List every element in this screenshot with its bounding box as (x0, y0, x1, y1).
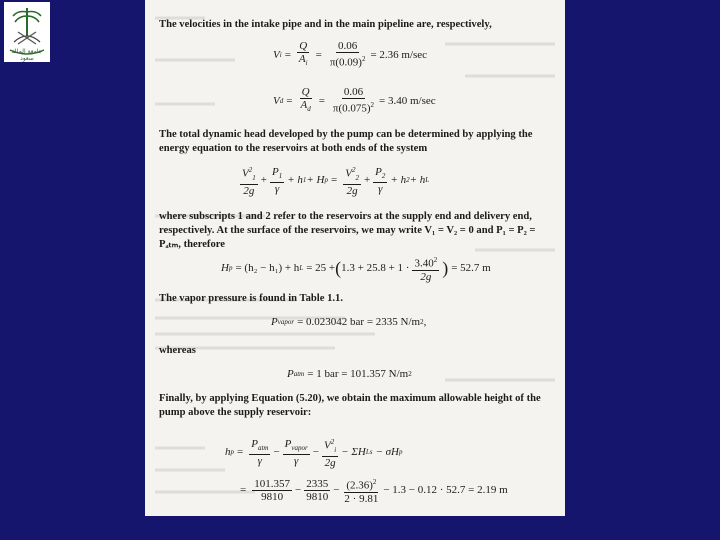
vd-den-pi: π(0.075) (332, 102, 371, 115)
minus-sign: − (294, 484, 302, 497)
final-f3-den: 2g (324, 456, 336, 469)
patm-sub: atm (293, 370, 305, 378)
pvapor-sub: vapor (277, 318, 295, 326)
vd-den-a: A (300, 99, 308, 111)
energy-p2-sub: 2 (381, 172, 386, 181)
final-f2 (283, 438, 310, 467)
energy-v2-num (343, 164, 361, 185)
whereas-text: whereas (159, 345, 196, 356)
plus-sign: + (260, 174, 267, 187)
equals-sign: = (240, 484, 247, 497)
patm-sup: 2 (408, 370, 412, 378)
final-n3-sub: i (334, 445, 337, 454)
final-n3-sup: 2 (330, 438, 335, 446)
left-paren: ( (335, 258, 342, 279)
equals-sign: = (286, 94, 293, 107)
energy-v2-frac (343, 164, 361, 197)
patm-value: = 1 bar = 101.357 N/m (307, 368, 409, 380)
final-lhs: h (225, 446, 231, 459)
vi-sub: i (279, 50, 282, 59)
final-num-f3 (342, 476, 380, 505)
pvapor-symbol: P (271, 316, 278, 328)
vi-den-pi: π(0.09) (329, 56, 362, 69)
vi-den-a-sub: i (305, 59, 308, 68)
equals-sign: = (318, 94, 325, 107)
vi-frac-1-den (297, 53, 310, 69)
pvapor-sup: 2 (420, 318, 424, 326)
vapor-paragraph: The vapor pressure is found in Table 1.1. (159, 293, 343, 304)
hp-frac-num-sup: 2 (433, 256, 438, 264)
final-numeric-equation (237, 476, 508, 505)
energy-v1-num (240, 164, 258, 185)
energy-v2-sub: 2 (355, 173, 359, 182)
final-num-f3-sup: 2 (372, 478, 377, 486)
minus-sign: − (312, 446, 319, 459)
final-num-f1-den: 9810 (261, 490, 284, 503)
energy-p2-den: γ (378, 183, 383, 196)
equals-sign: = (237, 446, 244, 459)
final-num-f2-num: 2335 (306, 477, 329, 490)
final-num-f3-den: 2 · 9.81 (344, 492, 379, 505)
vd-den-sup: 2 (370, 101, 375, 110)
final-f2-den: γ (294, 455, 299, 468)
energy-v1-frac (240, 164, 258, 197)
energy-p1-den: γ (274, 183, 280, 196)
subscripts-paragraph: where subscripts 1 and 2 refer to the reservoirs at the supply end and delivery end, respectively. At the surface of the reservoirs, we may write V₁ = V₂ = 0 and P₁ = P₂ = Pₐₜₘ, therefore (159, 211, 536, 250)
final-num-f3-num (344, 476, 378, 493)
hp-equation (221, 254, 491, 283)
energy-p1-num (270, 166, 284, 183)
vi-den-sup: 2 (361, 55, 366, 64)
final-n2: P (284, 437, 292, 450)
vd-frac-1-num: Q (301, 86, 310, 98)
equals-sign: = (284, 48, 291, 61)
energy-h1: + h (287, 174, 303, 187)
vd-frac-2-den (331, 99, 376, 115)
energy-h2-sub: 2 (406, 176, 410, 185)
energy-hl: + h (409, 174, 426, 187)
final-f1-num (249, 438, 270, 455)
energy-v1-sup: 2 (248, 166, 253, 174)
hp-inner: 1.3 + 25.8 + 1 · (341, 262, 410, 275)
final-symbolic-equation (225, 436, 402, 469)
energy-paragraph: The total dynamic head developed by the pump can be determined by applying the energy equation to the reservoirs at both ends of the system (159, 129, 533, 154)
vd-sub: d (279, 96, 284, 105)
final-num-f1-num: 101.357 (254, 477, 290, 490)
vd-frac-2 (331, 86, 376, 115)
minus-sign: − (333, 484, 340, 497)
energy-h2: + h (390, 174, 407, 187)
vi-symbol: V (273, 48, 280, 61)
hp-frac-den: 2g (420, 270, 432, 283)
hp-frac (412, 254, 439, 283)
university-logo (4, 2, 50, 62)
textbook-page (145, 0, 565, 516)
final-num-f1 (252, 478, 292, 503)
vd-result: = 3.40 m/sec (379, 94, 436, 107)
final-f3 (322, 436, 338, 469)
energy-v1: V (242, 167, 249, 180)
final-tail-sub: Ls (365, 448, 373, 457)
vi-equation (273, 40, 427, 69)
hp-mid-sub: L (299, 264, 304, 273)
energy-v1-sub: 1 (252, 173, 256, 182)
final-n1-sub: atm (257, 444, 269, 453)
energy-p1-frac (270, 166, 284, 195)
energy-p2-num (373, 166, 387, 183)
final-f1 (249, 438, 270, 467)
energy-p1: P (271, 165, 279, 178)
vi-result: = 2.36 m/sec (370, 48, 428, 61)
energy-v2: V (345, 167, 352, 180)
vi-frac-1 (297, 40, 310, 69)
vd-frac-2-num: 0.06 (343, 86, 364, 99)
equals-sign: = (331, 174, 338, 187)
final-f2-num (283, 438, 310, 455)
minus-sign: − (273, 446, 280, 459)
hp-result: = 52.7 m (451, 262, 491, 275)
vi-frac-2-num: 0.06 (338, 40, 358, 53)
hp-frac-num (412, 254, 439, 271)
energy-v2-sup: 2 (351, 166, 356, 174)
final-f3-num (322, 436, 338, 457)
vd-den-a-sub: d (307, 105, 311, 114)
energy-p2: P (375, 165, 382, 178)
vi-den-a: A (298, 53, 306, 65)
vi-frac-1-num: Q (299, 40, 308, 52)
energy-v1-den: 2g (243, 184, 255, 197)
final-f1-den: γ (257, 455, 262, 468)
vi-frac-2-den (328, 53, 368, 69)
final-num-f2 (304, 478, 330, 503)
vd-symbol: V (273, 94, 280, 107)
hp-sub: p (228, 264, 233, 273)
energy-h1-sub: 1 (302, 176, 307, 185)
hp-eq1: = 25 + (306, 262, 336, 275)
final-num-rest: − 1.3 − 0.12 · 52.7 = 2.19 m (383, 484, 508, 497)
final-n2-sub: vapor (291, 444, 308, 453)
vd-frac-1 (298, 86, 312, 115)
equals-sign: = (315, 48, 322, 61)
vd-equation (273, 86, 436, 115)
energy-hp: + H (306, 174, 325, 187)
final-tail2: − σH (375, 446, 399, 459)
energy-hl-sub: L (425, 176, 430, 185)
right-paren: ) (442, 258, 449, 279)
energy-p2-frac (373, 166, 387, 195)
energy-hp-sub: p (324, 176, 328, 185)
final-num-f3-num-val: (2.36) (346, 479, 373, 492)
energy-equation (237, 164, 429, 197)
final-lhs-sub: p (230, 448, 234, 457)
plus-sign: + (363, 174, 371, 187)
patm-equation (287, 368, 412, 380)
final-tail2-sub: p (398, 448, 403, 457)
hp-mid: = (h₂ − h₁) + h (235, 262, 300, 275)
hp-symbol: H (221, 262, 229, 275)
hp-frac-num-val: 3.40 (414, 257, 434, 270)
pvapor-equation (271, 316, 426, 328)
finally-paragraph: Finally, by applying Equation (5.20), we obtain the maximum allowable height of the pump above the supply reservoir: (159, 393, 541, 418)
final-n1: P (251, 437, 258, 450)
logo-text: جامعة الملك سعود (11, 48, 43, 62)
energy-p1-sub: 1 (278, 172, 283, 181)
vi-frac-2 (328, 40, 368, 69)
vd-frac-1-den (298, 99, 312, 115)
final-num-f2-den: 9810 (306, 490, 329, 503)
pvapor-end: , (423, 316, 427, 328)
final-tail: − ΣH (341, 446, 366, 459)
patm-symbol: P (287, 368, 294, 380)
intro-paragraph: The velocities in the intake pipe and in the main pipeline are, respectively, (159, 19, 492, 30)
pvapor-value: = 0.023042 bar = 2335 N/m (297, 316, 421, 328)
energy-v2-den: 2g (346, 184, 358, 197)
final-n3: V (323, 439, 331, 452)
